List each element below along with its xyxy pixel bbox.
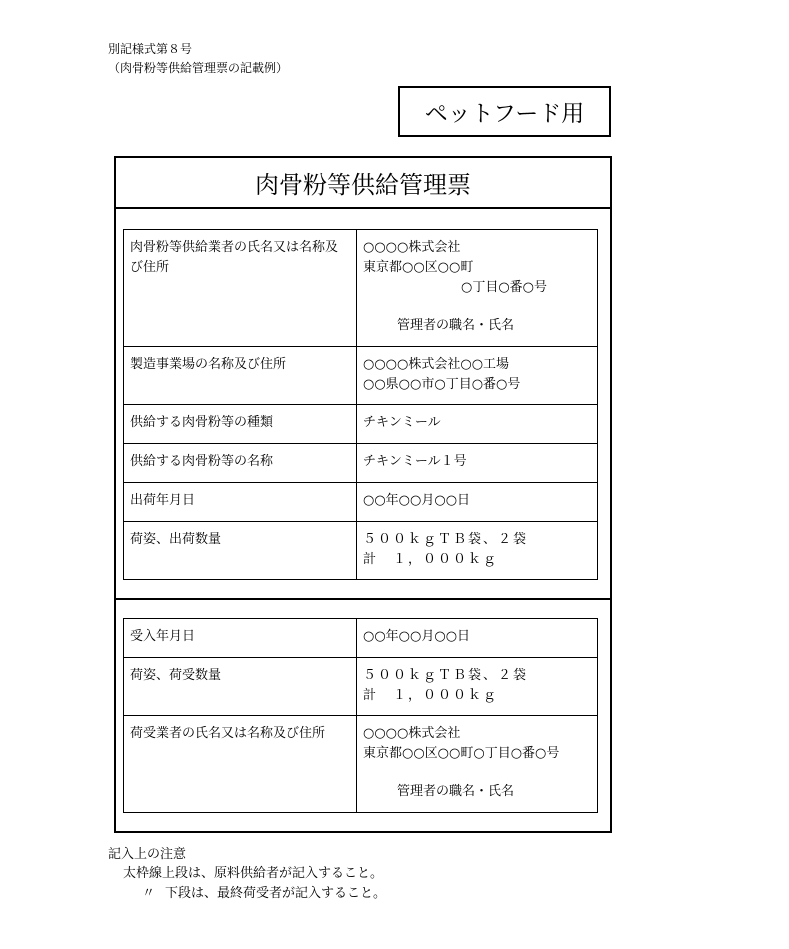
type-value bbox=[357, 405, 598, 444]
value-line: 東京都○○区○○町○丁目○番○号 bbox=[363, 746, 560, 761]
value-line: 計 １，０００ｋｇ bbox=[363, 688, 499, 703]
value-line: ５００ｋｇＴＢ袋、２袋 bbox=[363, 668, 529, 683]
row-label: 供給する肉骨粉等の種類 bbox=[124, 405, 357, 444]
name-value bbox=[357, 444, 598, 483]
row-label: 荷姿、荷受数量 bbox=[124, 658, 357, 716]
section-divider bbox=[116, 598, 610, 600]
form-number: 別記様式第８号 bbox=[108, 42, 193, 56]
receiver-value bbox=[357, 716, 598, 813]
value-line: ○○○○株式会社 bbox=[363, 726, 461, 741]
table-row bbox=[124, 619, 598, 658]
table-row bbox=[124, 347, 598, 405]
note-line-1: 太枠線上段は、原料供給者が記入すること。 bbox=[123, 866, 384, 881]
document-title: 肉骨粉等供給管理票 bbox=[116, 158, 610, 209]
receipt-date-value bbox=[357, 619, 598, 658]
value-line: 計 １，０００ｋｇ bbox=[363, 552, 499, 567]
row-label: 出荷年月日 bbox=[124, 483, 357, 522]
table-row bbox=[124, 658, 598, 716]
value-line: チキンミール１号 bbox=[363, 454, 467, 469]
row-label: 荷姿、出荷数量 bbox=[124, 522, 357, 580]
value-line-spacer bbox=[363, 764, 591, 782]
table-row bbox=[124, 444, 598, 483]
value-line: ５００ｋｇＴＢ袋、２袋 bbox=[363, 532, 529, 547]
category-box: ペットフード用 bbox=[398, 86, 611, 137]
value-line: 東京都○○区○○町 bbox=[363, 260, 474, 275]
value-line: ○○県○○市○丁目○番○号 bbox=[363, 377, 521, 392]
row-label: 製造事業場の名称及び住所 bbox=[124, 347, 357, 405]
table-row bbox=[124, 230, 598, 347]
value-line: ○○年○○月○○日 bbox=[363, 629, 471, 644]
notes-heading: 記入上の注意 bbox=[108, 847, 187, 862]
shipping-date-value bbox=[357, 483, 598, 522]
value-line: ○丁目○番○号 bbox=[461, 280, 548, 295]
management-form bbox=[114, 156, 612, 833]
factory-value bbox=[357, 347, 598, 405]
table-row bbox=[124, 716, 598, 813]
note-line-2: 下段は、最終荷受者が記入すること。 bbox=[165, 886, 387, 901]
value-line-spacer bbox=[363, 298, 591, 316]
row-label: 受入年月日 bbox=[124, 619, 357, 658]
value-line: 管理者の職名・氏名 bbox=[397, 318, 515, 333]
value-line: ○○○○株式会社 bbox=[363, 240, 461, 255]
form-subtitle: （肉骨粉等供給管理票の記載例） bbox=[108, 61, 289, 75]
table-row bbox=[124, 483, 598, 522]
value-line: チキンミール bbox=[363, 415, 441, 430]
table-row bbox=[124, 522, 598, 580]
receiver-section-table bbox=[123, 618, 598, 813]
row-label: 肉骨粉等供給業者の氏名又は名称及び住所 bbox=[124, 230, 357, 347]
ditto-mark: 〃 bbox=[142, 886, 156, 901]
value-line: 管理者の職名・氏名 bbox=[397, 784, 515, 799]
value-line: ○○○○株式会社○○工場 bbox=[363, 357, 510, 372]
table-row bbox=[124, 405, 598, 444]
receipt-quantity-value bbox=[357, 658, 598, 716]
row-label: 供給する肉骨粉等の名称 bbox=[124, 444, 357, 483]
supplier-value bbox=[357, 230, 598, 347]
supplier-section-table bbox=[123, 229, 598, 580]
value-line: ○○年○○月○○日 bbox=[363, 493, 471, 508]
shipping-quantity-value bbox=[357, 522, 598, 580]
row-label: 荷受業者の氏名又は名称及び住所 bbox=[124, 716, 357, 813]
